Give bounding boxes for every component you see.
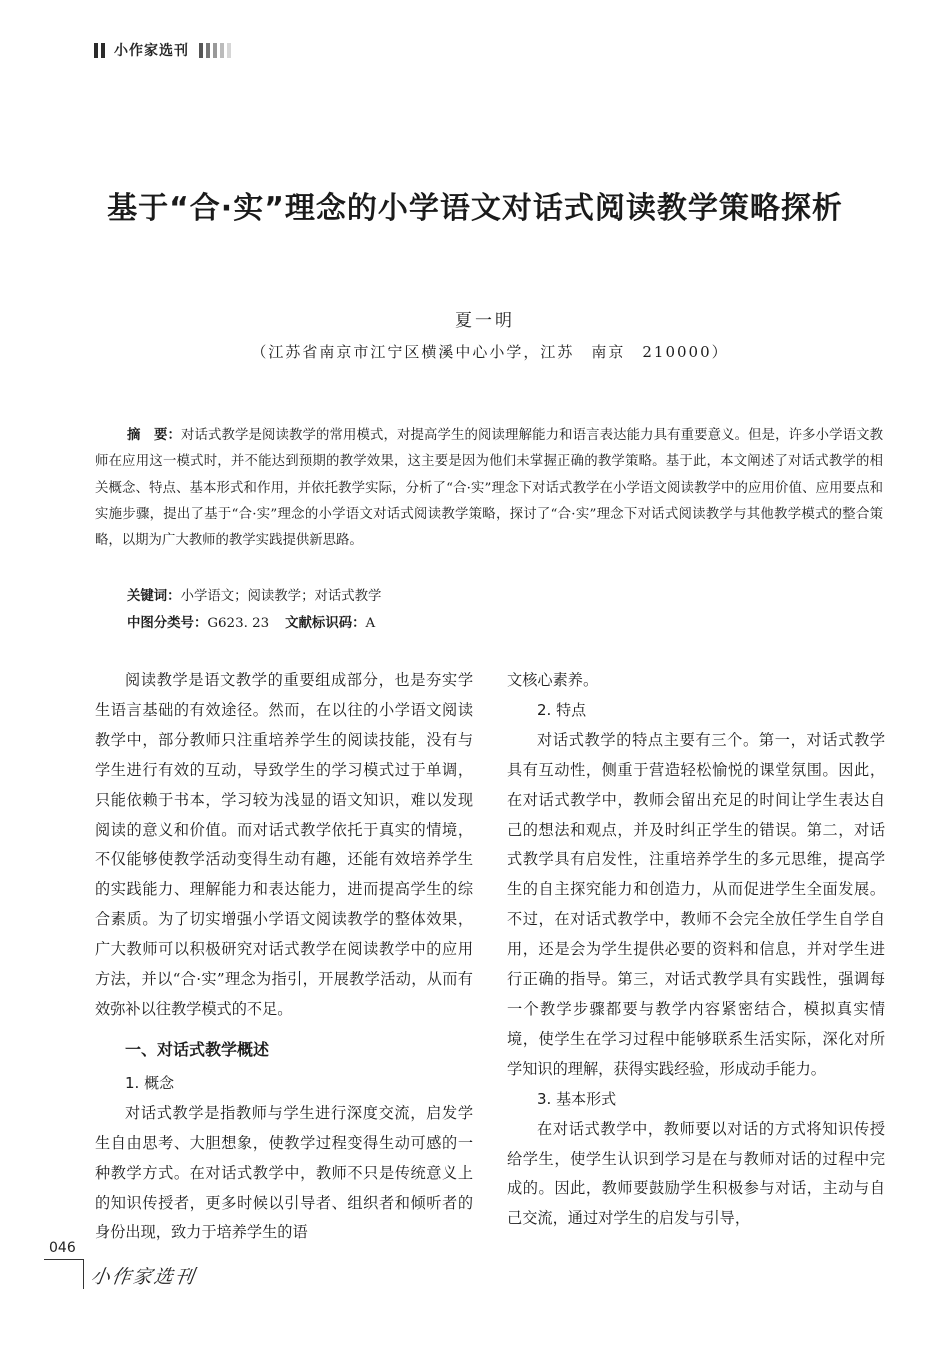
abstract-label: 摘 要：: [127, 428, 182, 443]
section-heading-1: 一、对话式教学概述: [125, 1039, 270, 1059]
subheading-concept: 1. 概念: [125, 1073, 175, 1092]
doc-code-value: A: [365, 616, 376, 631]
subheading-basic-forms: 3. 基本形式: [537, 1089, 617, 1108]
article-title: 基于“合·实”理念的小学语文对话式阅读教学策略探析: [107, 191, 843, 226]
page-number: 046: [49, 1240, 76, 1256]
body-column-left: [95, 666, 473, 1248]
doc-code-label: 文献标识码：: [285, 616, 366, 631]
abstract: [95, 423, 883, 554]
keywords-text: 小学语文；阅读教学；对话式教学: [180, 589, 382, 604]
author-affiliation: （江苏省南京市江宁区横溪中心小学，江苏 南京 210000）: [251, 343, 729, 361]
author-name: 夏一明: [455, 311, 515, 331]
clc-value: G623. 23: [207, 616, 270, 631]
journal-logo: 小作家选刊: [89, 1266, 198, 1288]
footer-rule: [44, 1259, 84, 1260]
abstract-text: 对话式教学是阅读教学的常用模式，对提高学生的阅读理解能力和语言表达能力具有重要意义。但是，许多小学语文教师在应用这一模式时，并不能达到预期的教学效果，这主要是因为他们未掌握正确的教学策略。基于此，本文阐述了对话式教学的相关概念、特点、基本形式和作用，并依托教学实际，分析了“合·实”理念下对话式教学在小学语文阅读教学中的应用价值、应用要点和实施步骤，提出了基于“合·实”理念的小学语文对话式阅读教学策略，探讨了“合·实”理念下对话式阅读教学与其他教学模式的整合策略，以期为广大教师的教学实践提供新思路。: [95, 428, 884, 549]
features-paragraph: 对话式教学的特点主要有三个。第一，对话式教学具有互动性，侧重于营造轻松愉悦的课堂氛围。因此，在对话式教学中，教师会留出充足的时间让学生表达自己的想法和观点，并及时纠正学生的错误。第二，对话式教学具有启发性，注重培养学生的多元思维，提高学生的自主探究能力和创造力，从而促进学生全面发展。不过，在对话式教学中，教师不会完全放任学生自学自用，还是会为学生提供必要的资料和信息，并对学生进行正确的指导。第三，对话式教学具有实践性，强调每一个教学步骤都要与教学内容紧密结合，模拟真实情境，使学生在学习过程中能够联系生活实际，深化对所学知识的理解，获得实践经验，形成动手能力。: [507, 730, 885, 1078]
concept-paragraph-continued: 文核心素养。: [507, 671, 599, 689]
body-column-right: [507, 666, 885, 1234]
clc-label: 中图分类号：: [127, 616, 208, 631]
running-header: [94, 40, 231, 60]
classification-line: [127, 614, 375, 634]
forms-paragraph: 在对话式教学中，教师要以对话的方式将知识传授给学生，使学生认识到学习是在与教师对话的过程中完成的。因此，教师要鼓励学生积极参与对话，主动与自己交流，通过对学生的启发与引导，: [507, 1119, 885, 1228]
concept-paragraph: 对话式教学是指教师与学生进行深度交流，启发学生自由思考、大胆想象，使教学过程变得生动可感的一种教学方式。在对话式教学中，教师不只是传统意义上的知识传授者，更多时候以引导者、组织者和倾听者的身份出现，致力于培养学生的语: [95, 1103, 473, 1242]
keywords-label: 关键词：: [127, 589, 181, 604]
intro-paragraph: 阅读教学是语文教学的重要组成部分，也是夯实学生语言基础的有效途径。然而，在以往的小学语文阅读教学中，部分教师只注重培养学生的阅读技能，没有与学生进行有效的互动，导致学生的学习模式过于单调，只能依赖于书本，学习较为浅显的语文知识，难以发现阅读的意义和价值。而对话式教学依托于真实的情境，不仅能够使教学活动变得生动有趣，还能有效培养学生的实践能力、理解能力和表达能力，进而提高学生的综合素质。为了切实增强小学语文阅读教学的整体效果，广大教师可以积极研究对话式教学在阅读教学中的应用方法，并以“合·实”理念为指引，开展教学活动，从而有效弥补以往教学模式的不足。: [95, 671, 473, 1018]
keywords: [127, 587, 381, 607]
header-bars-icon: [94, 43, 105, 58]
subheading-features: 2. 特点: [537, 700, 587, 719]
header-fade-bars-icon: [199, 43, 231, 58]
footer-vertical-rule: [83, 1259, 84, 1289]
journal-name: 小作家选刊: [114, 43, 189, 59]
